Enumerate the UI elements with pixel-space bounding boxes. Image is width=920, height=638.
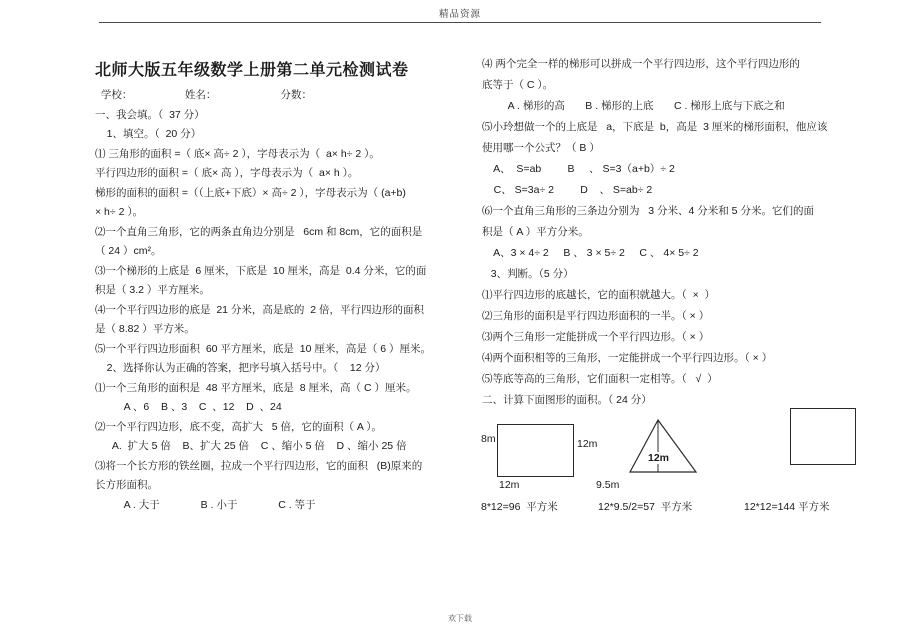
- text-line: 长方形面积。: [95, 479, 158, 491]
- text-line: ⑶一个梯形的上底是 6 厘米，下底是 10 厘米，高是 0.4 分米，它的面: [95, 264, 427, 277]
- document-title: 北师大版五年级数学上册第二单元检测试卷: [95, 62, 409, 79]
- text-line: C、 S=3a÷ 2 D 、 S=ab÷ 2: [482, 184, 653, 196]
- text-line: ⑶两个三角形一定能拼成一个平行四边形。（ × ）: [482, 331, 710, 343]
- text-line: 梯形的面积的面积 =（（上底+下底）× 高÷ 2 ），字母表示为（ (a+b): [95, 186, 406, 199]
- text-line: ⑹一个直角三角形的三条边分别为 3 分米、4 分米和 5 分米。它们的面: [482, 205, 814, 217]
- text-line: 底等于（ C ）。: [482, 79, 554, 91]
- text-line: 积是（ A ）平方分米。: [482, 226, 589, 238]
- text-line: 是（ 8.82 ）平方米。: [95, 323, 195, 335]
- triangle-height-label: 12m: [648, 452, 670, 464]
- text-line: 3、判断。（5 分）: [482, 268, 574, 280]
- text-line: 2、选择你认为正确的答案，把序号填入括号中。（ 12 分）: [95, 362, 386, 374]
- rectangle-figure: [497, 424, 574, 477]
- text-line: ⑷两个面积相等的三角形，一定能拼成一个平行四边形。（ × ）: [482, 352, 773, 364]
- text-line: ⑸一个平行四边形面积 60 平方厘米，底是 10 厘米，高是（ 6 ）厘米。: [95, 342, 432, 355]
- text-line: ⑵一个直角三角形，它的两条直角边分别是 6cm 和 8cm，它的面积是: [95, 225, 423, 238]
- text-line: ⑵一个平行四边形，底不变，高扩大 5 倍，它的面积（ A ）。: [95, 420, 383, 433]
- text-line: 使用哪一个公式？（ B ）: [482, 142, 600, 154]
- text-line: ⑴平行四边形的底越长，它的面积就越大。（ × ）: [482, 289, 716, 301]
- text-line: 平行四边形的面积 =（ 底× 高 ），字母表示为（ a× h ）。: [95, 167, 359, 179]
- text-line: A、 S=ab B 、 S=3（a+b）÷ 2: [482, 163, 675, 175]
- square-area-calculation: 12*12=144 平方米: [744, 501, 830, 513]
- triangle-figure: [622, 416, 702, 476]
- rectangle-height-label: 8m: [481, 433, 496, 445]
- rectangle-area-calculation: 8*12=96 平方米: [481, 501, 558, 513]
- header-watermark: 精品资源: [438, 9, 481, 20]
- text-line: ⑸等底等高的三角形，它们面积一定相等。（ √ ）: [482, 373, 718, 385]
- text-line: ⑴ 三角形的面积 =（ 底× 高÷ 2 ），字母表示为（ a× h÷ 2 ）。: [95, 147, 380, 160]
- footer-note: 欢下载: [448, 614, 472, 623]
- triangle-base-label: 9.5m: [596, 479, 620, 491]
- rectangle-base-label: 12m: [499, 479, 520, 491]
- text-line: A . 大于 B . 小于 C . 等于: [95, 498, 316, 511]
- text-line: ⑷一个平行四边形的底是 21 分米，高是底的 2 倍，平行四边形的面积: [95, 303, 425, 316]
- text-line: × h÷ 2 ）。: [95, 206, 144, 218]
- rectangle-right-label: 12m: [577, 438, 598, 450]
- text-line: ⑵三角形的面积是平行四边形面积的一半。（ × ）: [482, 310, 710, 322]
- text-line: ⑴一个三角形的面积是 48 平方厘米，底是 8 厘米，高（ C ）厘米。: [95, 381, 417, 394]
- text-line: ⑶将一个长方形的铁丝圈，拉成一个平行四边形，它的面积 (B)原来的: [95, 459, 423, 472]
- text-line: 一、我会填。（ 37 分）: [95, 108, 205, 121]
- triangle-area-calculation: 12*9.5/2=57 平方米: [598, 501, 693, 513]
- text-line: （ 24 ）cm²。: [95, 245, 162, 257]
- text-line: ⑸小玲想做一个的上底是 a，下底是 b，高是 3 厘米的梯形面积，他应该: [482, 121, 828, 133]
- text-line: ⑷ 两个完全一样的梯形可以拼成一个平行四边形，这个平行四边形的: [482, 58, 800, 70]
- text-line: 1、填空。（ 20 分）: [95, 128, 202, 140]
- square-figure: [790, 408, 856, 465]
- text-line: A 、6 B 、3 C 、12 D 、24: [95, 401, 282, 413]
- text-line: A . 梯形的高 B . 梯形的上底 C . 梯形上底与下底之和: [482, 100, 785, 112]
- text-line: A、3 × 4÷ 2 B 、 3 × 5÷ 2 C 、 4× 5÷ 2: [482, 247, 699, 259]
- text-line: A. 扩大 5 倍 B、扩大 25 倍 C 、缩小 5 倍 D 、缩小 25 倍: [95, 440, 407, 452]
- text-line: 积是（ 3.2 ）平方厘米。: [95, 284, 210, 296]
- text-line: 学校： 姓名： 分数：: [95, 89, 313, 101]
- text-line: 二、计算下面图形的面积。（ 24 分）: [482, 394, 652, 406]
